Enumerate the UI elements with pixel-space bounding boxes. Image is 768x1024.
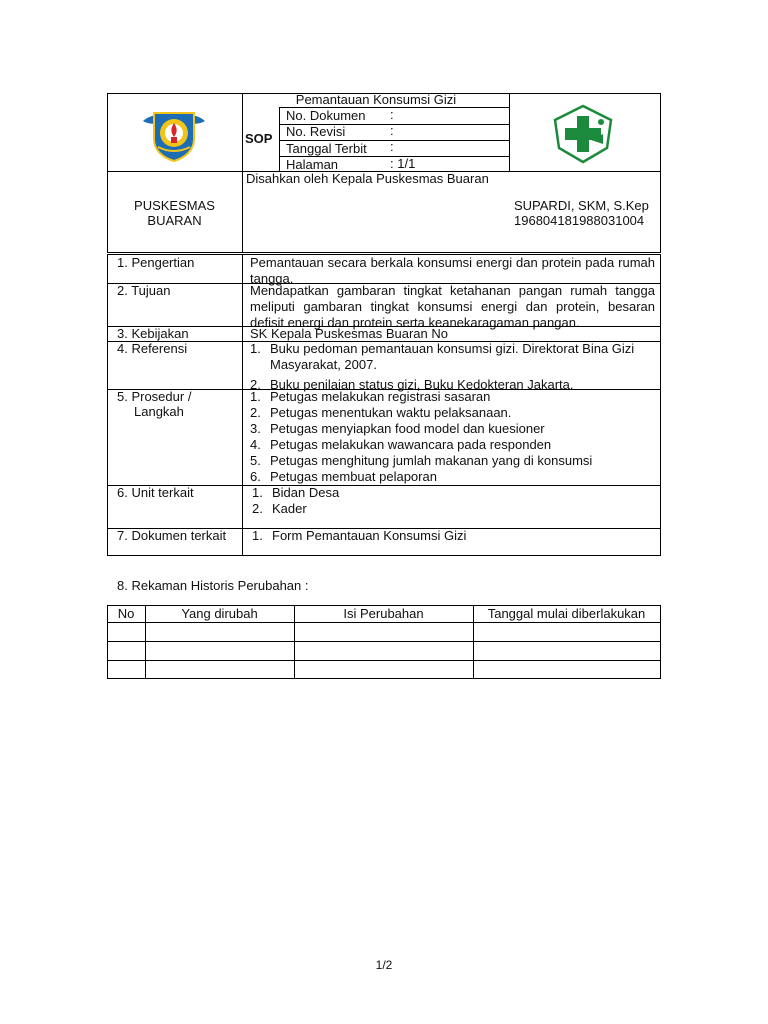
field-label-no-dokumen: No. Dokumen <box>286 108 366 123</box>
list-item: 1. Petugas melakukan registrasi sasaran <box>250 389 491 404</box>
sop-title: Pemantauan Konsumsi Gizi <box>295 92 457 107</box>
org-name-line1: PUSKESMAS <box>134 198 215 213</box>
section-label-tujuan: 2. Tujuan <box>117 283 171 298</box>
section-text-kebijakan: SK Kepala Puskesmas Buaran No <box>250 326 448 341</box>
field-label-tanggal-terbit: Tanggal Terbit <box>286 141 367 156</box>
regency-emblem-logo <box>140 103 208 163</box>
section-label-unit-terkait: 6. Unit terkait <box>117 485 194 500</box>
field-value-no-dokumen: : <box>390 107 394 122</box>
list-item: 1. Bidan Desa <box>252 485 340 500</box>
list-item: 2. Petugas menentukan waktu pelaksanaan. <box>250 405 512 420</box>
section-text-tujuan: Mendapatkan gambaran tingkat ketahanan pangan rumah tangga meliputi gambaran tingkat konsumsi energi dan protein, besaran defisit energi dan protein serta keanekaragaman pangan. <box>250 283 655 330</box>
history-col-tanggal: Tanggal mulai diberlakukan <box>487 606 646 621</box>
sop-label: SOP <box>245 131 273 146</box>
history-col-no: No <box>117 606 135 621</box>
section-label-pengertian: 1. Pengertian <box>117 255 195 270</box>
list-item: 1. Form Pemantauan Konsumsi Gizi <box>252 528 467 543</box>
page-number: 1/2 <box>375 958 393 972</box>
dokumen-list <box>252 528 657 544</box>
section-text-pengertian: Pemantauan secara berkala konsumsi energi dan protein pada rumah tangga. <box>250 255 655 286</box>
field-label-no-revisi: No. Revisi <box>286 124 346 139</box>
section-label-langkah: Langkah <box>134 404 184 419</box>
list-item: 3. Petugas menyiapkan food model dan kuesioner <box>250 421 545 436</box>
signer-nip: 196804181988031004 <box>514 213 645 228</box>
signer-name: SUPARDI, SKM, S.Kep <box>514 198 649 213</box>
history-heading: 8. Rekaman Historis Perubahan : <box>117 578 309 593</box>
section-label-referensi: 4. Referensi <box>117 341 188 356</box>
list-item: 1. Buku pedoman pemantauan konsumsi gizi. Direktorat Bina Gizi Masyarakat, 2007. <box>250 341 635 372</box>
unit-list <box>252 485 657 517</box>
list-item: 2. Buku penilaian status gizi, Buku Kedokteran Jakarta. <box>250 377 574 392</box>
approved-by-text: Disahkan oleh Kepala Puskesmas Buaran <box>246 171 489 186</box>
field-value-no-revisi: : <box>390 123 394 138</box>
field-value-tanggal-terbit: : <box>390 139 394 154</box>
section-label-dokumen-terkait: 7. Dokumen terkait <box>117 528 227 543</box>
section-label-kebijakan: 3. Kebijakan <box>117 326 189 341</box>
field-label-halaman: Halaman <box>286 157 339 172</box>
section-label-prosedur: 5. Prosedur / <box>117 389 192 404</box>
history-col-yang-dirubah: Yang dirubah <box>181 606 258 621</box>
puskesmas-logo <box>551 104 615 164</box>
list-item: 4. Petugas melakukan wawancara pada responden <box>250 437 552 452</box>
referensi-list <box>250 341 655 393</box>
prosedur-list <box>250 389 655 485</box>
list-item: 2. Kader <box>252 501 307 516</box>
org-name-line2: BUARAN <box>147 213 202 228</box>
list-item: 5. Petugas menghitung jumlah makanan yang di konsumsi <box>250 453 593 468</box>
history-col-isi-perubahan: Isi Perubahan <box>343 606 424 621</box>
list-item: 6. Petugas membuat pelaporan <box>250 469 437 484</box>
field-value-halaman: : 1/1 <box>390 156 416 171</box>
